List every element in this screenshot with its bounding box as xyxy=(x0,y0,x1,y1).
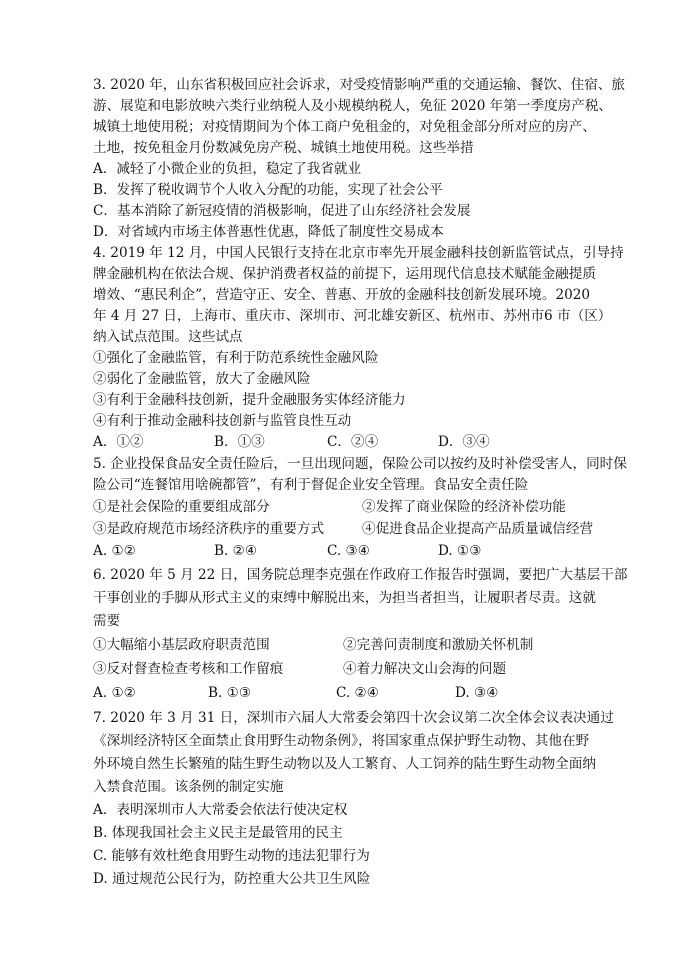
question-text-line: 增效、“惠民利企”，营造守正、安全、普惠、开放的金融科技创新发展环境。2020 xyxy=(93,287,591,303)
statement-2: ②弱化了金融监管，放大了金融风险 xyxy=(93,371,311,387)
question-text-line: 需要 xyxy=(93,613,121,629)
option-b: B．发挥了税收调节个人收入分配的功能，实现了社会公平 xyxy=(93,182,443,198)
statement-1: ①强化了金融监管，有利于防范系统性金融风险 xyxy=(93,350,379,366)
choice-c: C. ③④ xyxy=(327,543,370,559)
question-text-line: 外环境自然生长繁殖的陆生野生动物以及人工繁育、人工饲养的陆生野生动物全面纳 xyxy=(93,756,596,772)
question-text-line: 5. 企业投保食品安全责任险后，一旦出现问题，保险公司以按约及时补偿受害人，同时保 xyxy=(93,456,627,472)
question-text-line: 险公司“连餐馆用啥碗都管”，有利于督促企业安全管理。食品安全责任险 xyxy=(93,477,529,493)
option-c: C. 能够有效杜绝食用野生动物的违法犯罪行为 xyxy=(93,848,370,864)
statement-4: ④着力解决文山会海的问题 xyxy=(343,661,507,677)
question-text-line: 游、展览和电影放映六类行业纳税人及小规模纳税人，免征 2020 年第一季度房产税、 xyxy=(93,98,613,114)
statement-3: ③反对督查检查考核和工作留痕 xyxy=(93,661,284,677)
choice-c: C. ②④ xyxy=(336,685,379,701)
choice-d: D. ①③ xyxy=(438,543,482,559)
statement-2: ②发挥了商业保险的经济补偿功能 xyxy=(362,499,566,515)
statement-4: ④有利于推动金融科技创新与监管良性互动 xyxy=(93,413,352,429)
option-c: C．基本消除了新冠疫情的消极影响，促进了山东经济社会发展 xyxy=(93,203,471,219)
choice-b: B．①③ xyxy=(214,434,265,450)
question-text-line: 土地，按免租金月份数减免房产税、城镇土地使用税。这些举措 xyxy=(93,140,474,156)
choice-b: B. ②④ xyxy=(214,543,258,559)
statement-1: ①大幅缩小基层政府职责范围 xyxy=(93,637,270,653)
choice-a: A. ①② xyxy=(93,543,136,559)
statement-3: ③有利于金融科技创新，提升金融服务实体经济能力 xyxy=(93,392,406,408)
choice-a: A．①② xyxy=(93,434,144,450)
option-a: A．减轻了小微企业的负担，稳定了我省就业 xyxy=(93,161,362,177)
question-text-line: 《深圳经济特区全面禁止食用野生动物条例》，将国家重点保护野生动物、其他在野 xyxy=(93,733,590,749)
option-d: D. 通过规范公民行为，防控重大公共卫生风险 xyxy=(93,871,371,887)
option-d: D．对省域内市场主体普惠性优惠，降低了制度性交易成本 xyxy=(93,224,444,240)
choice-a: A. ①② xyxy=(93,685,136,701)
question-text-line: 干事创业的手脚从形式主义的束缚中解脱出来，为担当者担当，让履职者尽责。这就 xyxy=(93,590,596,606)
question-text-line: 4. 2019 年 12 月，中国人民银行支持在北京市率先开展金融科技创新监管试点，引导持 xyxy=(93,245,624,261)
question-text-line: 年 4 月 27 日，上海市、重庆市、深圳市、河北雄安新区、杭州市、苏州市6 市（区） xyxy=(93,308,612,324)
choice-d: D．③④ xyxy=(438,434,490,450)
question-text-line: 7. 2020 年 3 月 31 日，深圳市六届人大常委会第四十次会议第二次全体会议表决通过 xyxy=(93,710,614,726)
statement-1: ①是社会保险的重要组成部分 xyxy=(93,499,270,515)
statement-3: ③是政府规范市场经济秩序的重要方式 xyxy=(93,521,325,537)
option-b: B. 体现我国社会主义民主是最管用的民主 xyxy=(93,825,343,841)
choice-b: B. ①③ xyxy=(208,685,252,701)
question-text-line: 纳入试点范围。这些试点 xyxy=(93,329,243,345)
statement-4: ④促进食品企业提高产品质量诚信经营 xyxy=(362,521,594,537)
question-text-line: 入禁食范围。该条例的制定实施 xyxy=(93,779,284,795)
question-text-line: 6. 2020 年 5 月 22 日，国务院总理李克强在作政府工作报告时强调，要把广大基层干部 xyxy=(93,567,628,583)
question-text-line: 3. 2020 年，山东省积极回应社会诉求，对受疫情影响严重的交通运输、餐饮、住宿、旅 xyxy=(93,77,625,93)
question-text-line: 牌金融机构在依法合规、保护消费者权益的前提下，运用现代信息技术赋能金融提质 xyxy=(93,266,596,282)
question-text-line: 城镇土地使用税；对疫情期间为个体工商户免租金的，对免租金部分所对应的房产、 xyxy=(93,119,596,135)
option-a: A．表明深圳市人大常委会依法行使决定权 xyxy=(93,802,348,818)
choice-c: C．②④ xyxy=(327,434,379,450)
choice-d: D. ③④ xyxy=(455,685,499,701)
statement-2: ②完善问责制度和激励关怀机制 xyxy=(343,637,534,653)
